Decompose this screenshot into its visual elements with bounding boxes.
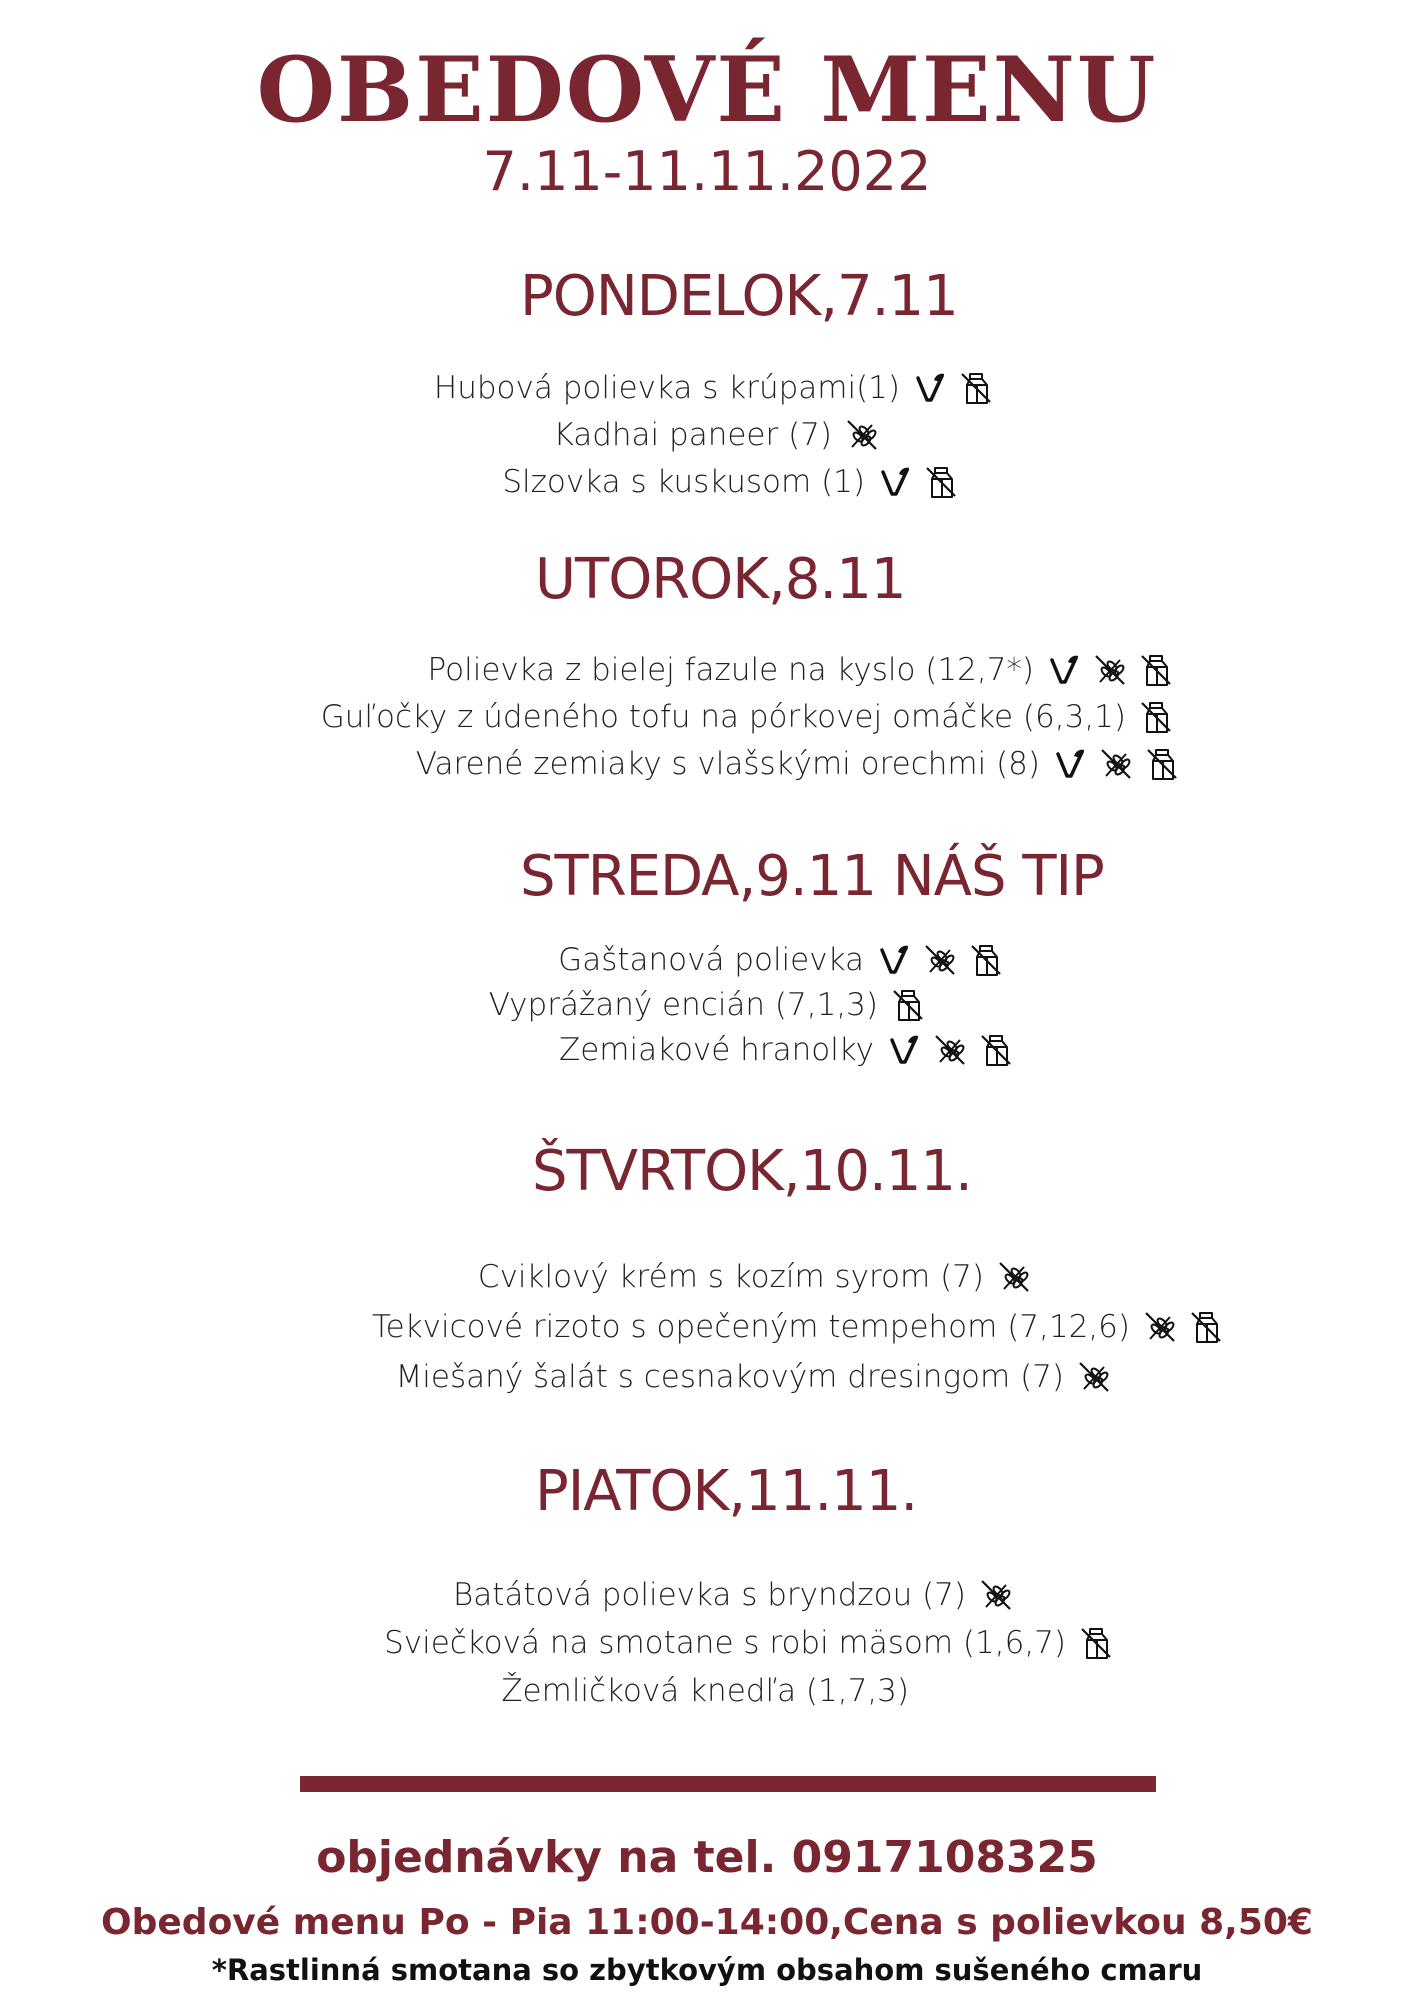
- vegan-icon: [912, 370, 948, 406]
- menu-item-name: Varené zemiaky s vlašskými orechmi (8): [415, 746, 1040, 782]
- gluten-free-icon: [922, 942, 958, 978]
- gluten-free-icon: [932, 1032, 968, 1068]
- gluten-free-icon: [1142, 1309, 1178, 1345]
- day-heading-tuesday: UTOROK,8.11: [535, 547, 906, 612]
- gluten-free-icon: [844, 417, 880, 453]
- menu-item-name: Miešaný šalát s cesnakovým dresingom (7): [395, 1359, 1064, 1395]
- menu-item: [558, 940, 1004, 980]
- menu-title: OBEDOVÉ MENU: [256, 37, 1158, 143]
- vegan-icon: [876, 942, 912, 978]
- day-heading-thursday: ŠTVRTOK,10.11.: [532, 1139, 972, 1204]
- diet-icons: [1052, 746, 1180, 782]
- menu-item: [416, 744, 1180, 784]
- no-milk-icon: [968, 942, 1004, 978]
- menu-item: [501, 1671, 909, 1711]
- menu-item: [428, 650, 1174, 690]
- menu-item-name: Žemličková knedľa (1,7,3): [501, 1673, 909, 1709]
- menu-item-name: Tekvicové rizoto s opečeným tempehom (7,12,6): [371, 1309, 1130, 1345]
- day-heading-monday: PONDELOK,7.11: [520, 264, 958, 329]
- menu-item: [478, 1257, 1032, 1297]
- diet-icons: [996, 1259, 1032, 1295]
- gluten-free-icon: [1092, 652, 1128, 688]
- menu-item-name: Zemiakové hranolky: [558, 1032, 874, 1068]
- menu-item: [502, 462, 959, 502]
- diet-icons: [844, 417, 880, 453]
- menu-item: [396, 1357, 1112, 1397]
- menu-date-range: 7.11-11.11.2022: [482, 140, 932, 203]
- no-milk-icon: [1144, 746, 1180, 782]
- menu-item-name: Vyprážaný encián (7,1,3): [488, 987, 878, 1023]
- menu-item: [321, 697, 1174, 737]
- diet-icons: [886, 1032, 1014, 1068]
- vegan-icon: [877, 464, 913, 500]
- no-milk-icon: [923, 464, 959, 500]
- diet-icons: [1138, 699, 1174, 735]
- diet-icons: [1142, 1309, 1224, 1345]
- diet-icons: [1076, 1359, 1112, 1395]
- no-milk-icon: [958, 370, 994, 406]
- footer-divider: [300, 1776, 1156, 1792]
- no-milk-icon: [1188, 1309, 1224, 1345]
- diet-icons: [876, 942, 1004, 978]
- menu-item-name: Slzovka s kuskusom (1): [502, 464, 865, 500]
- menu-item-name: Gaštanová polievka: [558, 942, 864, 978]
- menu-item: [453, 1575, 1014, 1615]
- diet-icons: [912, 370, 994, 406]
- vegan-icon: [886, 1032, 922, 1068]
- no-milk-icon: [978, 1032, 1014, 1068]
- vegan-icon: [1052, 746, 1088, 782]
- menu-item-name: Kadhai paneer (7): [553, 417, 832, 453]
- hours-and-price: Obedové menu Po - Pia 11:00-14:00,Cena s polievkou 8,50€: [101, 1902, 1313, 1943]
- vegan-icon: [1046, 652, 1082, 688]
- menu-item-name: Polievka z bielej fazule na kyslo (12,7*): [427, 652, 1034, 688]
- footnote: *Rastlinná smotana so zbytkovým obsahom sušeného cmaru: [211, 1953, 1203, 1987]
- no-milk-icon: [1078, 1625, 1114, 1661]
- no-milk-icon: [1138, 699, 1174, 735]
- diet-icons: [978, 1577, 1014, 1613]
- no-milk-icon: [890, 987, 926, 1023]
- menu-item-name: Guľočky z údeného tofu na pórkovej omáčke (6,3,1): [320, 699, 1126, 735]
- menu-item: [434, 368, 994, 408]
- diet-icons: [1046, 652, 1174, 688]
- menu-item-name: Batátová polievka s bryndzou (7): [452, 1577, 966, 1613]
- diet-icons: [877, 464, 959, 500]
- menu-item: [559, 1030, 1014, 1070]
- day-heading-wednesday: STREDA,9.11 NÁŠ TIP: [520, 844, 1104, 909]
- order-phone: objednávky na tel. 0917108325: [316, 1832, 1098, 1883]
- menu-item: [384, 1623, 1114, 1663]
- gluten-free-icon: [1076, 1359, 1112, 1395]
- diet-icons: [1078, 1625, 1114, 1661]
- gluten-free-icon: [996, 1259, 1032, 1295]
- gluten-free-icon: [978, 1577, 1014, 1613]
- menu-item-name: Sviečková na smotane s robi mäsom (1,6,7): [384, 1625, 1066, 1661]
- menu-item: [553, 415, 880, 455]
- menu-item: [489, 985, 926, 1025]
- diet-icons: [890, 987, 926, 1023]
- day-heading-friday: PIATOK,11.11.: [535, 1459, 918, 1524]
- gluten-free-icon: [1098, 746, 1134, 782]
- menu-item: [372, 1307, 1224, 1347]
- menu-item-name: Cviklový krém s kozím syrom (7): [477, 1259, 984, 1295]
- menu-item-name: Hubová polievka s krúpami(1): [433, 370, 900, 406]
- no-milk-icon: [1138, 652, 1174, 688]
